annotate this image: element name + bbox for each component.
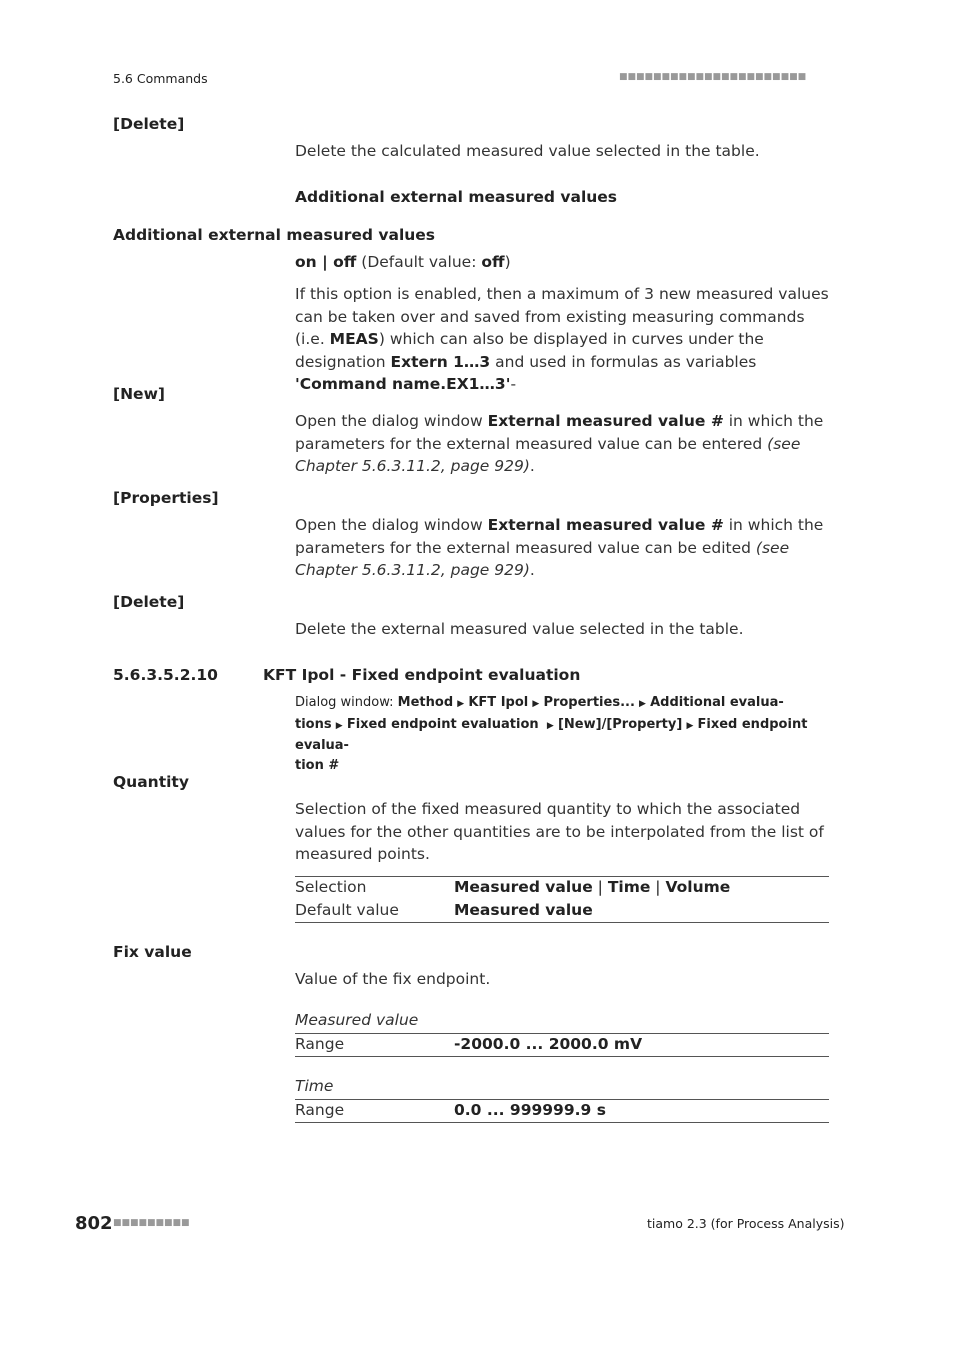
term-delete: [Delete] (113, 593, 185, 611)
range-value: 0.0 ... 999999.9 s (454, 1101, 606, 1119)
table-rule-bottom (295, 1122, 829, 1123)
footer-product: tiamo 2.3 (for Process Analysis) (647, 1216, 845, 1231)
fix-value-description: Value of the fix endpoint. (295, 970, 491, 988)
range-label: Range (295, 1035, 345, 1053)
properties-description: Open the dialog window External measured value # in which the parameters for the external measured value can be edited (see Chapter 5.6.3.11.2, page 929). (295, 516, 824, 580)
default-off: off (481, 253, 505, 271)
dialog-path-line-2: tions ▶ Fixed endpoint evaluation ▶ [New]/[Property] ▶ Fixed endpoint evalua- (295, 716, 808, 754)
term-properties: [Properties] (113, 489, 219, 507)
arrow-right-icon: ▶ (532, 699, 540, 709)
table-row (295, 1033, 829, 1056)
table-rule-bottom (295, 922, 829, 923)
range-label: Range (295, 1101, 345, 1119)
chapter-reference-link[interactable]: (see Chapter 5.6.3.11.2, page 929) (295, 538, 790, 580)
term-new: [New] (113, 385, 165, 403)
table-row (295, 876, 829, 899)
dialog-path (295, 693, 829, 775)
measured-value-range-table (295, 1033, 829, 1056)
arrow-right-icon: ▶ (457, 699, 465, 709)
arrow-right-icon: ▶ (546, 720, 554, 731)
new-description: Open the dialog window External measured value # in which the parameters for the external measured value can be entered (see Chapter 5.6.3.11.2, page 929). (295, 412, 824, 476)
time-caption: Time (295, 1077, 334, 1095)
dialog-path-line-3: tion # (295, 757, 340, 773)
term-fix-value: Fix value (113, 943, 192, 961)
quantity-description: Selection of the fixed measured quantity to which the associated values for the other quantities are to be interpolated from the list of measured points. (295, 800, 824, 864)
quantity-table (295, 876, 829, 922)
chapter-reference-link[interactable]: (see Chapter 5.6.3.11.2, page 929) (295, 434, 801, 476)
selection-values: Measured value | Time | Volume (454, 878, 731, 896)
default-value-label: Default value (295, 901, 399, 919)
selection-label: Selection (295, 878, 367, 896)
term-quantity: Quantity (113, 773, 189, 791)
subsection-heading: Additional external measured values (295, 188, 618, 206)
term-additional-external: Additional external measured values (113, 226, 436, 244)
table-row (295, 899, 829, 922)
arrow-right-icon: ▶ (686, 720, 694, 731)
section-number: 5.6.3.5.2.10 (113, 666, 218, 684)
page-number: 802 (75, 1213, 113, 1234)
section-title: KFT Ipol - Fixed endpoint evaluation (263, 666, 581, 684)
time-range-table (295, 1099, 829, 1122)
measured-value-caption: Measured value (295, 1011, 419, 1029)
delete-description: Delete the external measured value selected in the table. (295, 620, 744, 638)
additional-external-description: If this option is enabled, then a maximum of 3 new measured values can be taken over and saved from existing measuring commands (i.e. MEAS) which can also be displayed in curves under the designation Extern 1…3 and used in formulas as variables 'Command name.EX1…3'- (295, 285, 829, 394)
footer-dots: ■■■■■■■■■ (113, 1218, 190, 1228)
default-value: Measured value (454, 901, 593, 919)
arrow-right-icon: ▶ (335, 720, 343, 731)
running-header-section: 5.6 Commands (113, 71, 208, 86)
arrow-right-icon: ▶ (639, 699, 646, 709)
delete-description: Delete the calculated measured value selected in the table. (295, 142, 760, 160)
table-row (295, 1099, 829, 1122)
on-off-default: on | off (Default value: off) (295, 253, 511, 271)
running-header-dots: ■■■■■■■■■■■■■■■■■■■■■■ (619, 72, 807, 82)
on-off-options: on | off (295, 253, 357, 271)
term-delete: [Delete] (113, 115, 185, 133)
table-rule-bottom (295, 1056, 829, 1057)
range-value: -2000.0 ... 2000.0 mV (454, 1035, 643, 1053)
dialog-path-line-1: Dialog window: Method ▶ KFT Ipol ▶ Properties... ▶ Additional evalua- (295, 695, 784, 710)
